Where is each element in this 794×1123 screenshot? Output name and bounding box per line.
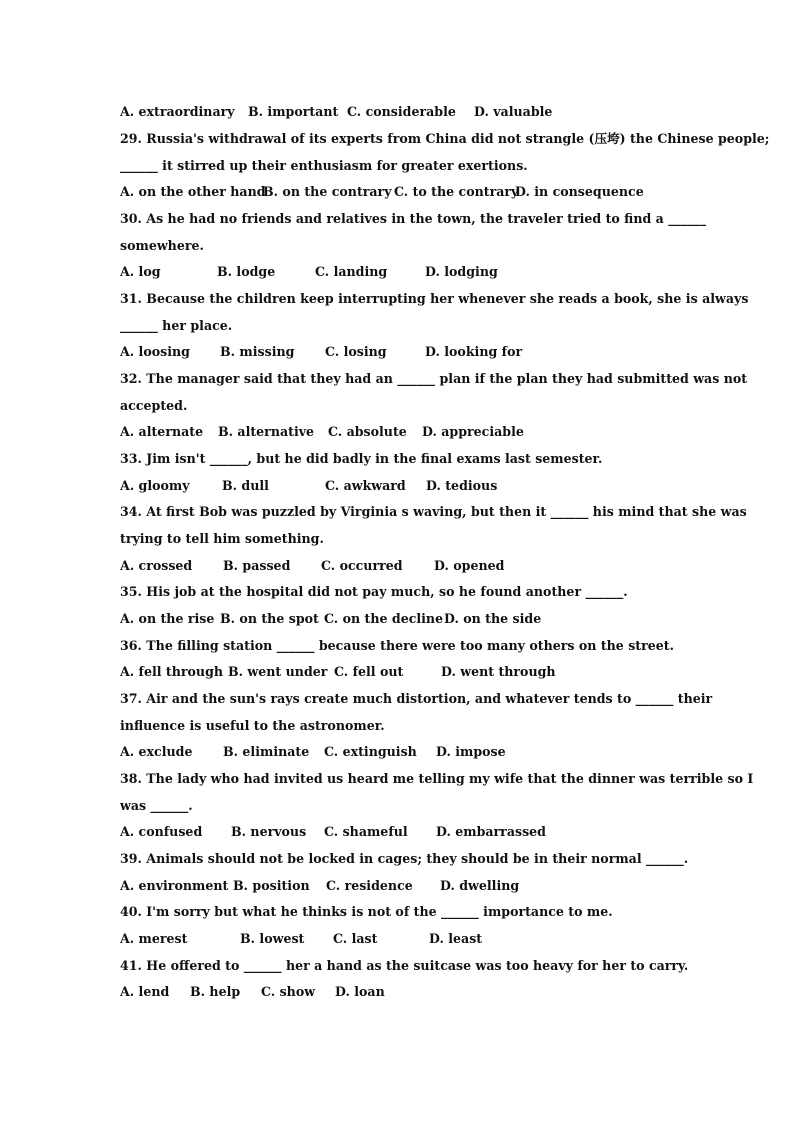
option-b: B. important [248,104,339,119]
option-b: B. passed [223,558,291,573]
question-31-text: 31. Because the children keep interrupting her whenever she reads a book, she is always [120,291,749,306]
option-c: C. on the decline [324,611,444,626]
option-b: B. on the contrary [263,184,392,199]
option-c: C. residence [326,878,413,893]
question-40-options [120,929,674,949]
option-c: C. shameful [324,824,408,839]
question-31-text-cont: ______ her place. [120,318,233,333]
question-29-options [120,182,674,202]
question-30-text: 30. As he had no friends and relatives in the town, the traveler tried to find a ______ [120,211,707,226]
option-b: B. eliminate [223,744,310,759]
option-a: A. alternate [120,424,204,439]
option-c: C. fell out [334,664,404,679]
question-37-text: 37. Air and the sun's rays create much distortion, and whatever tends to ______ their [120,691,713,706]
question-28-options [120,102,674,122]
option-a: A. lend [120,984,170,999]
option-c: C. occurred [321,558,403,573]
option-b: B. position [233,878,310,893]
question-39-options [120,876,674,896]
question-29-text: 29. Russia's withdrawal of its experts from China did not strangle (压垮) the Chinese people; [120,131,770,146]
question-32-options [120,422,674,442]
question-37-options [120,742,674,762]
question-30-options [120,262,674,282]
option-d: D. loan [335,984,385,999]
option-d: D. embarrassed [436,824,546,839]
option-a: A. fell through [120,664,224,679]
question-40-text: 40. I'm sorry but what he thinks is not of the ______ importance to me. [120,904,613,919]
option-d: D. appreciable [422,424,524,439]
option-a: A. merest [120,931,188,946]
question-41-text: 41. He offered to ______ her a hand as the suitcase was too heavy for her to carry. [120,958,689,973]
question-36-text: 36. The filling station ______ because there were too many others on the street. [120,638,674,653]
option-b: B. lodge [217,264,276,279]
option-a: A. log [120,264,161,279]
question-31-options [120,342,674,362]
option-d: D. dwelling [440,878,520,893]
option-c: C. losing [325,344,387,359]
option-a: A. environment [120,878,229,893]
option-a: A. confused [120,824,203,839]
question-35-text: 35. His job at the hospital did not pay much, so he found another ______. [120,584,628,599]
option-c: C. landing [315,264,388,279]
question-37-text-cont: influence is useful to the astronomer. [120,718,385,733]
option-d: D. went through [441,664,556,679]
option-b: B. nervous [231,824,307,839]
option-b: B. went under [228,664,328,679]
option-d: D. lodging [425,264,498,279]
question-41-options [120,982,674,1002]
question-34-options [120,556,674,576]
question-33-options [120,476,674,496]
option-a: A. crossed [120,558,193,573]
option-d: D. in consequence [515,184,644,199]
option-b: B. alternative [218,424,315,439]
question-29-text-cont: ______ it stirred up their enthusiasm for greater exertions. [120,158,528,173]
question-33-text: 33. Jim isn't ______, but he did badly in the final exams last semester. [120,451,603,466]
option-c: C. awkward [325,478,406,493]
option-c: C. considerable [347,104,456,119]
option-b: B. missing [220,344,295,359]
option-a: A. loosing [120,344,190,359]
option-a: A. on the rise [120,611,215,626]
option-c: C. show [261,984,316,999]
option-c: C. absolute [328,424,407,439]
question-34-text-cont: trying to tell him something. [120,531,324,546]
option-d: D. opened [434,558,505,573]
question-34-text: 34. At first Bob was puzzled by Virginia s waving, but then it ______ his mind that she was [120,504,747,519]
option-d: D. looking for [425,344,523,359]
question-38-text: 38. The lady who had invited us heard me telling my wife that the dinner was terrible so I [120,771,754,786]
option-b: B. help [190,984,241,999]
option-a: A. on the other hand [120,184,266,199]
option-c: C. to the contrary [394,184,519,199]
question-35-options [120,609,674,629]
option-d: D. on the side [444,611,542,626]
question-38-text-cont: was ______. [120,798,193,813]
option-b: B. on the spot [220,611,319,626]
question-36-options [120,662,674,682]
question-32-text-cont: accepted. [120,398,188,413]
option-d: D. impose [436,744,506,759]
option-d: D. least [429,931,483,946]
option-a: A. gloomy [120,478,190,493]
option-c: C. last [333,931,378,946]
question-30-text-cont: somewhere. [120,238,204,253]
option-a: A. extraordinary [120,104,235,119]
option-b: B. dull [222,478,269,493]
question-32-text: 32. The manager said that they had an ______ plan if the plan they had submitted was not [120,371,748,386]
option-d: D. tedious [426,478,498,493]
question-39-text: 39. Animals should not be locked in cages; they should be in their normal ______. [120,851,689,866]
option-c: C. extinguish [324,744,417,759]
option-a: A. exclude [120,744,193,759]
question-38-options [120,822,674,842]
option-b: B. lowest [240,931,305,946]
option-d: D. valuable [474,104,553,119]
